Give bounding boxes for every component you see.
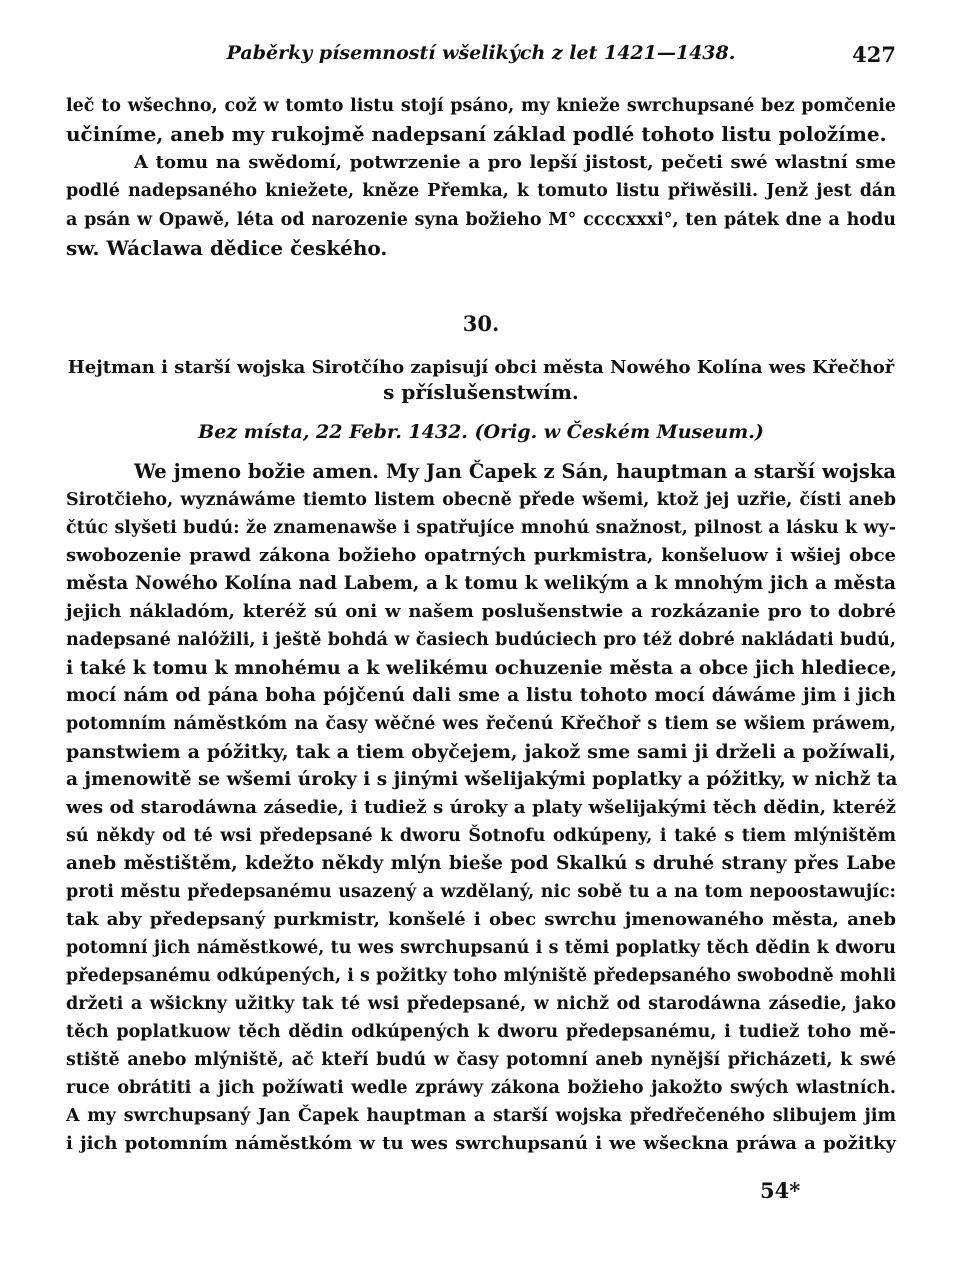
text-line: potomním náměstkóm na časy wěčné wes řečenú Křečhoř s tiem se wšiem práwem, [66, 714, 896, 734]
running-head [66, 40, 896, 70]
text-line: nadepsané nalóžili, i ještě bohdá w časiech budúciech pro též dobré nakládati budú, [66, 630, 896, 650]
text-line: a psán w Opawě, léta od narozenie syna božieho M° ccccxxxi°, ten pátek dne a hodu [66, 210, 896, 230]
text-line: potomní jich náměstkowé, tu wes swrchupsanú i s těmi poplatky těch dědin k dworu [66, 938, 896, 958]
text-line: A my swrchupsaný Jan Čapek hauptman a starší wojska předřečeného slibujem jim [66, 1106, 896, 1126]
text-line: čtúc slyšeti budú: že znamenawše i spatřujíce mnohú snažnost, pilnost a lásku k wy- [66, 518, 896, 538]
document-dateline: Bez místa, 22 Febr. 1432. (Orig. w Českém Museum.) [198, 421, 764, 443]
text-line: tak aby předepsaný purkmistr, konšelé i obec swrchu jmenowaného města, aneb [66, 909, 896, 930]
text-line: i také k tomu k mnohému a k welikému ochuzenie města a obce jich hlediece, [66, 657, 898, 679]
text-line: leč to wšechno, což w tomto listu stojí psáno, my knieže swrchupsané bez pomčenie [66, 96, 896, 116]
document-heading-line: s příslušenstwím. [383, 380, 579, 404]
text-line: a jmenowitě se wšemi úroky i s jinými wšelijakými poplatky a póžitky, w nichž ta [66, 769, 898, 790]
text-line: jejich nákladóm, kteréž sú oni w našem poslušenstwie a rozkázanie pro to dobré [66, 601, 896, 622]
text-line: panstwiem a póžitky, tak a tiem obyčejem, jakož sme sami ji drželi a požíwali, [66, 741, 896, 763]
signature-mark: 54* [760, 1178, 801, 1203]
text-line: swobozenie prawd zákona božieho opatrných purkmistra, konšeluow i wšiej obce [66, 545, 896, 566]
text-line: Sirotčieho, wyznáwáme tiemto listem obecně přede wšemi, ktož jej uzřie, čísti aneb [66, 490, 896, 510]
text-line: sú někdy od té wsi předepsané k dworu Šotnofu odkúpeny, i také s tiem mlýništěm [66, 826, 896, 846]
text-line: držeti a wšickny užitky tak té wsi předepsané, w nichž od starodáwna zásedie, jako [66, 994, 896, 1014]
text-line: mocí nám od pána boha pójčenú dali sme a listu tohoto mocí dáwáme jim i jich [66, 685, 896, 706]
document-heading-line: Hejtman i starší wojska Sirotčího zapisují obci města Nowého Kolína wes Křečhoř [67, 357, 895, 378]
text-line: stiště anebo mlýniště, ač kteří budú w časy potomní aneb nynější přicházeti, k swé [66, 1050, 896, 1070]
text-line: wes od starodáwna zásedie, i tudiež s úroky a platy wšelijakými těch dědin, kteréž [66, 797, 896, 818]
text-line: sw. Wáclawa dědice českého. [66, 236, 388, 260]
running-title: Paběrky písemností wšelikých z let 1421—1438. [226, 42, 736, 64]
text-line: We jmeno božie amen. My Jan Čapek z Sán, hauptman a starší wojska [134, 460, 896, 483]
page-number: 427 [852, 42, 896, 67]
text-line: ruce obrátiti a jich požíwati wedle zpráwy zákona božieho jakožto swých wlastních. [66, 1078, 896, 1098]
text-line: i jich potomním náměstkóm w tu wes swrchupsanú i we wšeckna práwa a požitky [66, 1133, 896, 1154]
document-number: 30. [462, 311, 500, 336]
text-line: těch poplatkuow těch dědin odkúpených k dworu předepsanému, i tudiež toho mě- [66, 1022, 896, 1042]
text-line: předepsanému odkúpených, i s požitky toho mlýniště předepsaného swobodně mohli [66, 966, 896, 986]
text-line: proti městu předepsanému usazený a wzdělaný, nic sobě tu a na tom nepoostawujíc: [66, 882, 896, 902]
text-line: podlé nadepsaného kniežete, kněze Přemka, k tomuto listu přiwěsili. Jenž jest dán [66, 181, 896, 201]
text-line: města Nowého Kolína nad Labem, a k tomu k welikým a k mnohým jich a města [66, 573, 896, 594]
text-line: A tomu na swědomí, potwrzenie a pro lepší jistost, pečeti swé wlastní sme [134, 152, 896, 173]
text-line: aneb městištěm, kdežto někdy mlýn bieše pod Skalkú s druhé strany přes Labe [66, 853, 896, 874]
text-line: učiníme, aneb my rukojmě nadepsaní základ podlé tohoto listu položíme. [66, 122, 887, 146]
